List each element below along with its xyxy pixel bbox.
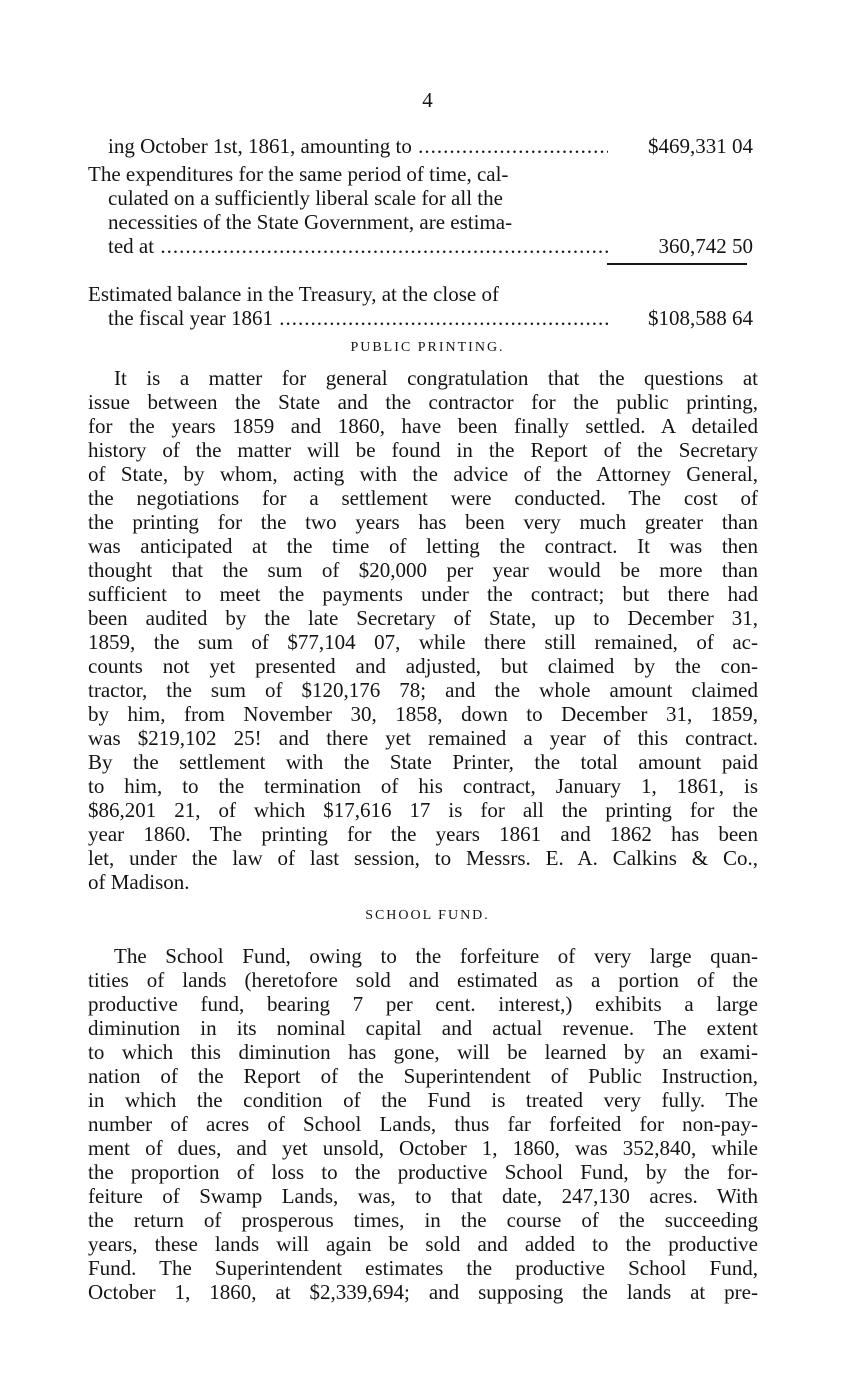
page-number: 4 <box>422 88 433 112</box>
text-line: of Madison. <box>88 870 190 894</box>
public-printing-body <box>88 366 758 894</box>
text-line: history of the matter will be found in the Report of the Secretary <box>88 438 758 462</box>
text-line: been audited by the late Secretary of State, up to December 31, <box>88 606 758 630</box>
school-fund-body <box>88 944 758 1304</box>
text-line: to which this diminution has gone, will be learned by an exami- <box>88 1040 758 1064</box>
text-line: diminution in its nominal capital and actual revenue. The extent <box>88 1016 758 1040</box>
expenditures-total-row <box>88 234 753 258</box>
text-line: feiture of Swamp Lands, was, to that date, 247,130 acres. With <box>88 1184 758 1208</box>
text-line: counts not yet presented and adjusted, but claimed by the con- <box>88 654 758 678</box>
text-line: By the settlement with the State Printer, the total amount paid <box>88 750 758 774</box>
expenditures-line-1: The expenditures for the same period of time, cal- <box>88 162 509 186</box>
public-printing-heading: PUBLIC PRINTING. <box>350 340 505 355</box>
text-line: was anticipated at the time of letting the contract. It was then <box>88 534 758 558</box>
text-line: It is a matter for general congratulation that the questions at <box>114 366 758 390</box>
text-line: sufficient to meet the payments under the contract; but there had <box>88 582 758 606</box>
text-line: the negotiations for a settlement were conducted. The cost of <box>88 486 758 510</box>
text-line: years, these lands will again be sold and added to the productive <box>88 1232 758 1256</box>
expenditures-line-3: necessities of the State Government, are estima- <box>108 210 513 234</box>
text-line: by him, from November 30, 1858, down to December 31, 1859, <box>88 702 758 726</box>
ledger-balance <box>88 282 753 330</box>
balance-amount: $108,588 64 <box>648 306 753 330</box>
text-line: The School Fund, owing to the forfeiture of very large quan- <box>114 944 758 968</box>
text-line: the printing for the two years has been very much greater than <box>88 510 758 534</box>
text-line: thought that the sum of $20,000 per year would be more than <box>88 558 758 582</box>
text-line: October 1, 1860, at $2,339,694; and supposing the lands at pre- <box>88 1280 758 1304</box>
text-line: Fund. The Superintendent estimates the productive School Fund, <box>88 1256 758 1280</box>
text-line: issue between the State and the contractor for the public printing, <box>88 390 758 414</box>
text-line: year 1860. The printing for the years 1861 and 1862 has been <box>88 822 758 846</box>
text-line: $86,201 21, of which $17,616 17 is for all the printing for the <box>88 798 758 822</box>
expenditures-amount: 360,742 50 <box>658 234 753 258</box>
balance-line-2: the fiscal year 1861 ..... <box>108 306 608 330</box>
ledger-expenditures <box>88 162 753 258</box>
text-line: ment of dues, and yet unsold, October 1, 1860, was 352,840, while <box>88 1136 758 1160</box>
text-line: tractor, the sum of $120,176 78; and the whole amount claimed <box>88 678 758 702</box>
sum-rule <box>607 263 747 265</box>
text-line: was $219,102 25! and there yet remained a year of this contract. <box>88 726 758 750</box>
text-line: nation of the Report of the Superintendent of Public Instruction, <box>88 1064 758 1088</box>
text-line: to him, to the termination of his contract, January 1, 1861, is <box>88 774 758 798</box>
balance-line-1: Estimated balance in the Treasury, at the close of <box>88 282 499 306</box>
text-line: let, under the law of last session, to Messrs. E. A. Calkins & Co., <box>88 846 758 870</box>
text-line: of State, by whom, acting with the advice of the Attorney General, <box>88 462 758 486</box>
receipts-label: ing October 1st, 1861, amounting to ..... <box>108 134 608 158</box>
text-line: tities of lands (heretofore sold and estimated as a portion of the <box>88 968 758 992</box>
text-line: productive fund, bearing 7 per cent. interest,) exhibits a large <box>88 992 758 1016</box>
expenditures-last-label: ted at ..... <box>108 234 608 258</box>
text-line: in which the condition of the Fund is treated very fully. The <box>88 1088 758 1112</box>
text-line: the proportion of loss to the productive School Fund, by the for- <box>88 1160 758 1184</box>
expenditures-line-2: culated on a sufficiently liberal scale for all the <box>108 186 503 210</box>
text-line: the return of prosperous times, in the course of the succeeding <box>88 1208 758 1232</box>
text-line: for the years 1859 and 1860, have been finally settled. A detailed <box>88 414 758 438</box>
text-line: number of acres of School Lands, thus far forfeited for non-pay- <box>88 1112 758 1136</box>
text-line: 1859, the sum of $77,104 07, while there still remained, of ac- <box>88 630 758 654</box>
receipts-amount: $469,331 04 <box>648 134 753 158</box>
ledger-receipts <box>88 134 753 158</box>
receipts-row <box>88 134 753 158</box>
balance-total-row <box>88 306 753 330</box>
school-fund-heading: SCHOOL FUND. <box>365 908 490 923</box>
